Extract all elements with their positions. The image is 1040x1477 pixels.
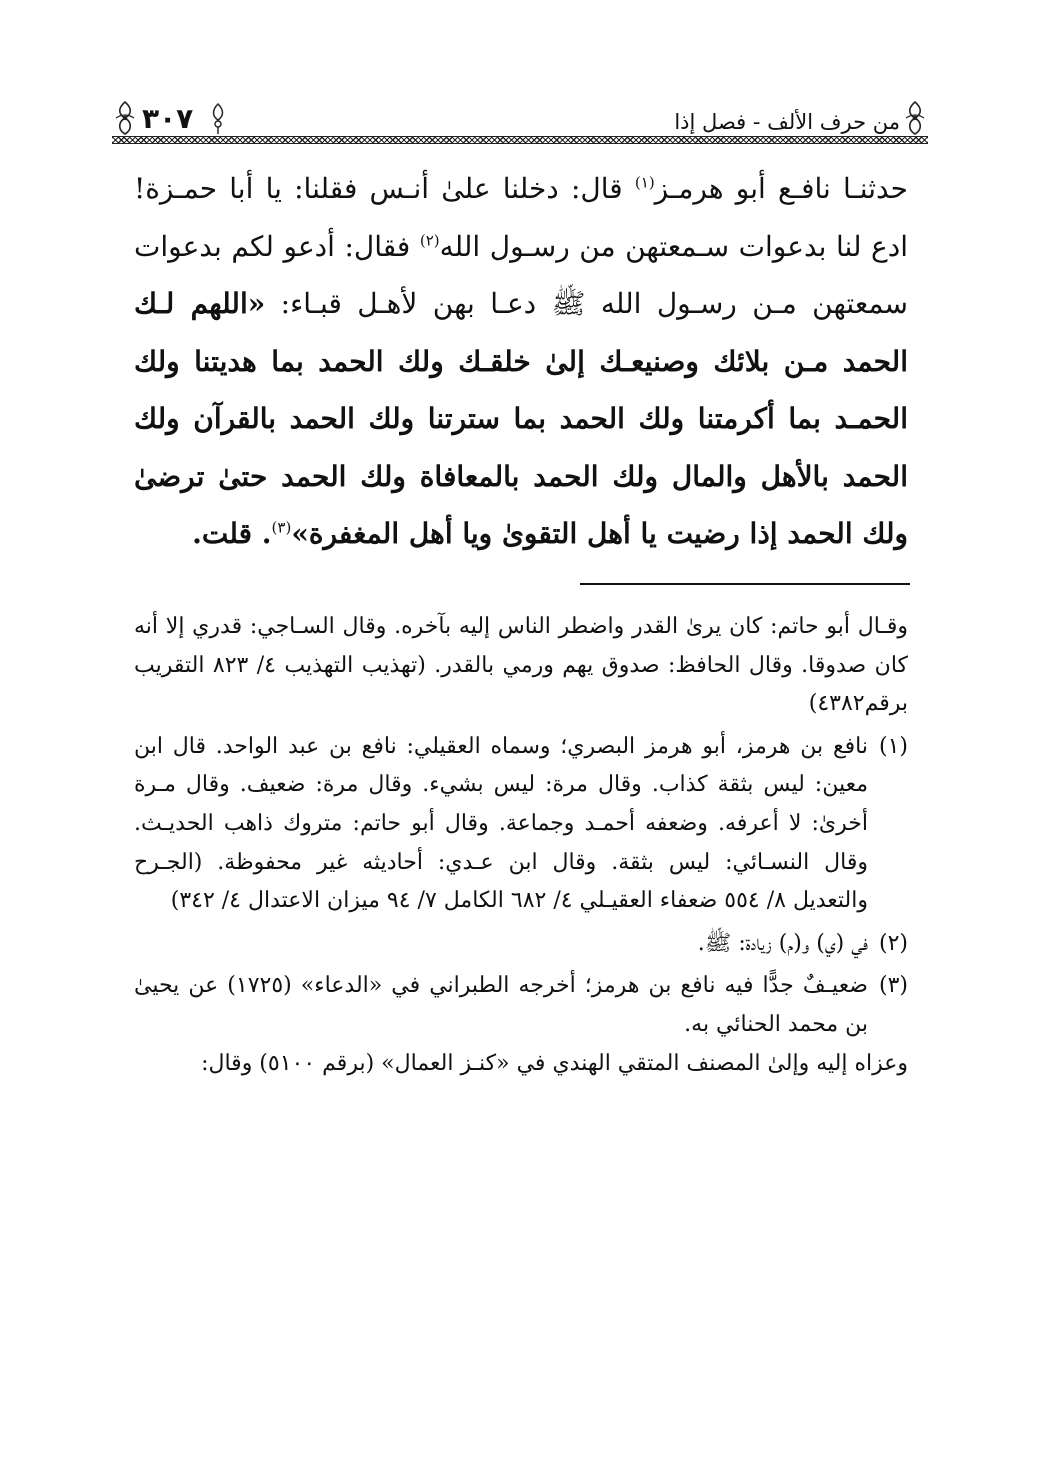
footnote-number: (٣)	[878, 973, 908, 999]
header-rule	[112, 136, 928, 144]
running-header	[112, 100, 928, 146]
footnote-item-1	[134, 728, 908, 921]
hadith-quote: «اللهم لـك الحمد مـن بلائك وصنيعـك إلىٰ خلقـك ولك الحمد بما هديتنا ولك الحمـد بما أكرمتنا ولك الحمد بما سترتنا ولك الحمد بالقرآن ولك الحمد بالأهل والمال ولك الحمد بالمعافاة ولك الحمد حتىٰ ترضىٰ ولك الحمد إذا رضيت يا أهل التقوىٰ ويا أهل المغفرة»	[134, 287, 908, 550]
footnote-marker-2[interactable]: (٢)	[419, 231, 440, 250]
footnote-continuation	[134, 608, 908, 724]
footnote-item-2	[134, 925, 908, 964]
footnote-text: وقـال أبو حاتم: كان يرىٰ القدر واضطر الناس إليه بآخره. وقال السـاجي: قدري إلا أنه كان صدوقا. وقال الحافظ: صدوق يهم ورمي بالقدر. (تهذيب التهذيب ٤/ ٨٢٣ التقريب برقم٤٣٨٢)	[134, 614, 908, 717]
main-text-segment: . قلت.	[192, 517, 272, 550]
footnote-marker-3[interactable]: (٣)	[271, 518, 292, 537]
footnote-number: (٢)	[878, 930, 908, 956]
floral-ornament-icon	[112, 100, 138, 136]
footnote-text: نافع بن هرمز، أبو هرمز البصري؛ وسماه العقيلي: نافع بن عبد الواحد. قال ابن معين: ليس بثقة كذاب. وقال مرة: ليس بشيء. وقال مرة: ضعيف. وقال مـرة أخرىٰ: لا أعرفه. وضعفه أحمـد وجماعة. وقال أبو حاتم: متروك ذاهب الحديـث. وقال النسـائي: ليس بثقة. وقال ابن عـدي: أحاديثه غير محفوظة. (الجـرح والتعديل ٨/ ٥٥٤ ضعفاء العقيـلي ٤/ ٦٨٢ الكامل ٧/ ٩٤ ميزان الاعتدال ٤/ ٣٤٢)	[134, 733, 869, 914]
main-text-segment: فقال: أدعو لكم بدعوات سمعتهن مـن رسـول الله ﷺ دعـا بهن لأهـل قبـاء:	[134, 229, 909, 320]
footnote-separator	[580, 583, 910, 585]
floral-ornament-icon	[902, 100, 928, 136]
main-text	[134, 160, 908, 563]
footnote-item-3	[134, 967, 908, 1044]
footnote-marker-1[interactable]: (١)	[634, 173, 655, 192]
floral-ornament-icon	[208, 100, 228, 136]
running-header-title: من حرف الألف - فصل إذا	[674, 110, 900, 134]
page-number: ٣٠٧	[142, 102, 194, 135]
footnote-final-paragraph	[134, 1045, 908, 1084]
footnotes	[134, 608, 908, 1083]
footnote-number: (١)	[878, 733, 908, 759]
footnote-text: في (ي) و(م) زيادة: ﷺ.	[697, 930, 868, 956]
footnote-text: وعزاه إليه وإلىٰ المصنف المتقي الهندي في «كنـز العمال» (برقم ٥١٠٠) وقال:	[201, 1050, 908, 1076]
main-text-segment: قال: دخلنا علىٰ أنـس فقلنا: يا أبا حمـزة! ادع لنا بدعوات سـمعتهن من رسـول الله	[134, 172, 908, 263]
main-text-segment: حدثنـا نافـع أبو هرمـز	[654, 172, 908, 205]
footnote-text: ضعيـفٌ جدًّا فيه نافع بن هرمز؛ أخرجه الطبراني في «الدعاء» (١٧٢٥) عن يحيىٰ بن محمد الحنائي به.	[134, 973, 868, 1037]
